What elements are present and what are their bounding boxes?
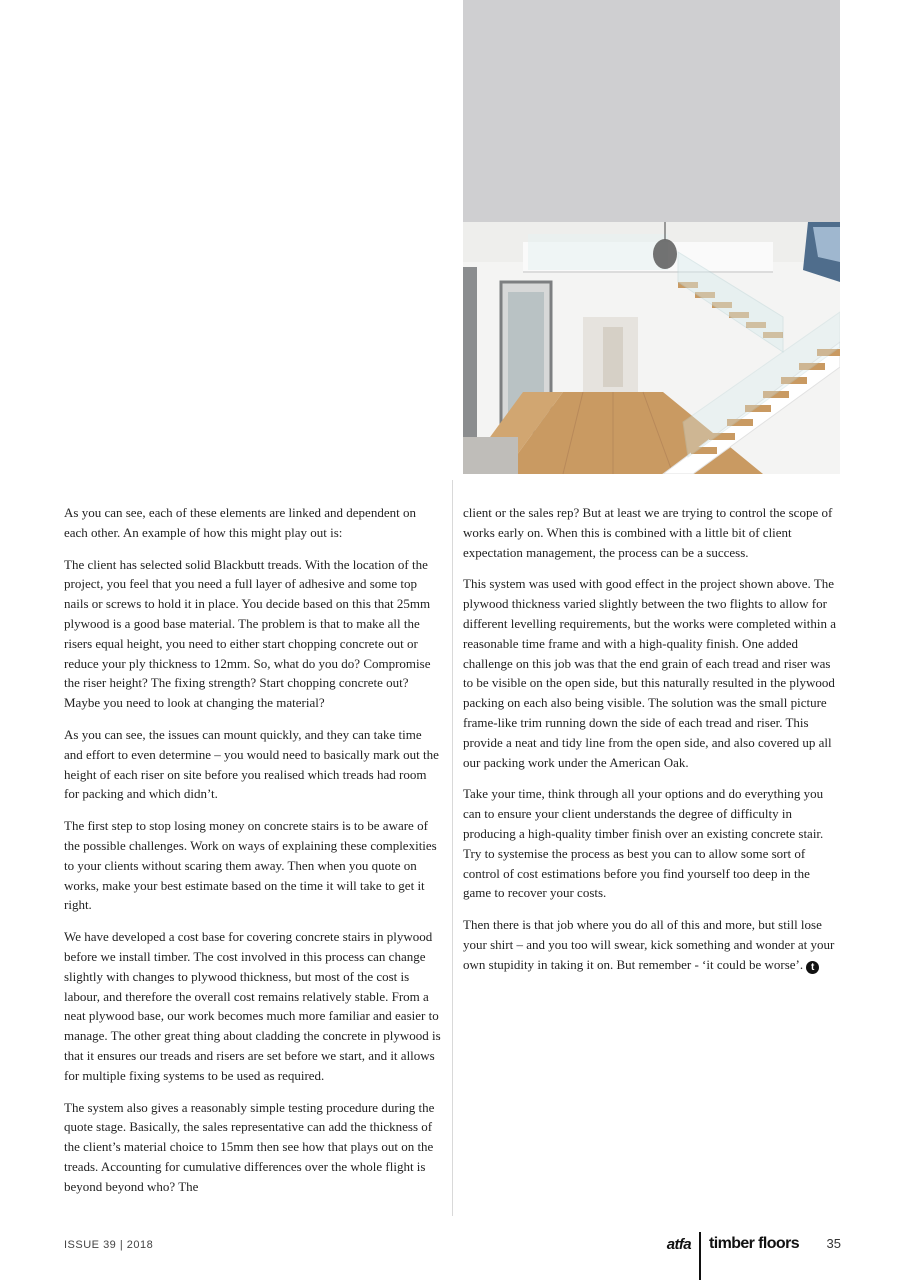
column-divider [452,480,453,1216]
paragraph: The first step to stop losing money on concrete stairs is to be aware of the possible challenges. Work on ways of explaining these complexities to your clients without scaring them away. Then when you quote on works, make your best estimate based on the time it will take to get it right. [64,818,437,913]
right-column [463,503,841,987]
paragraph: client or the sales rep? But at least we are trying to control the scope of works early on. When this is combined with a little bit of client expectation management, the process can be a success. [463,505,833,560]
staircase-photo [463,222,840,474]
closing-paragraph [463,915,841,974]
paragraph: We have developed a cost base for covering concrete stairs in plywood before we install timber. The cost involved in this process can change slightly with changes to plywood thickness, but most of the cost is labour, and therefore the overall cost remains relatively stable. From a neat plywood base, our work becomes much more familiar and easier to manage. The other great thing about cladding the concrete in plywood is that it ensures our treads and risers are set before we start, and it allows for multiple fixing systems to be used as required. [64,929,441,1083]
logo-divider [699,1232,701,1280]
paragraph: As you can see, each of these elements are linked and dependent on each other. An example of how this might play out is: [64,505,416,540]
paragraph: The client has selected solid Blackbutt treads. With the location of the project, you feel that you need a full layer of adhesive and some top nails or screws to hold it in place. You decide based on this that 25mm plywood is a good base material. The problem is that to make all the risers equal height, you need to either start chopping concrete out or reduce your ply thickness to 12mm. So, what do you do? Compromise the riser height? The fixing strength? Start chopping concrete out? Maybe you need to look at changing the material? [64,556,431,711]
issue-label: ISSUE 39 | 2018 [64,1239,154,1251]
top-grey-block [463,0,840,222]
publication-logo [667,1233,799,1255]
timber-floors-logo: timber floors [709,1235,799,1252]
paragraph: The system also gives a reasonably simple testing procedure during the quote stage. Basically, the sales representative can add the thickness of the client’s material choice to 15mm then see how that plays out on the treads. Accounting for cumulative differences over the whole flight is beyond beyond who? The [64,1099,435,1194]
left-column [64,503,442,1209]
paragraph: Take your time, think through all your options and do everything you can to ensure your client understands the degree of difficulty in producing a high-quality timber finish over an existing concrete stair. Try to systemise the process as best you can to allow some sort of control of cost estimations before you find yourself too deep in the game to recover your costs. [463,786,824,901]
closing-text: Then there is that job where you do all of this and more, but still lose your shirt – and you too will swear, kick something and wonder at your own stupidity in taking it on. But remember - ‘it could be worse’. [463,917,835,972]
paragraph: This system was used with good effect in the project shown above. The plywood thickness varied slightly between the two flights to allow for different levelling requirements, but the works were completed within a reasonable time frame and with a high-quality finish. One added challenge on this job was that the end grain of each tread and riser was to be visible on the open side, but this naturally resulted in the plywood packing on each also being visible. The solution was the small picture frame-like trim running down the side of each tread and riser. This provide a neat and tidy line from the open side, and also covered up all our packing work under the American Oak. [463,576,837,770]
paragraph: As you can see, the issues can mount quickly, and they can take time and effort to even determine – you would need to basically mark out the height of each riser on site before you realised which treads had room for packing and which didn’t. [64,726,439,802]
article-end-icon: t [806,961,819,974]
atfa-logo: atfa [666,1235,691,1253]
page-number: 35 [826,1236,841,1251]
